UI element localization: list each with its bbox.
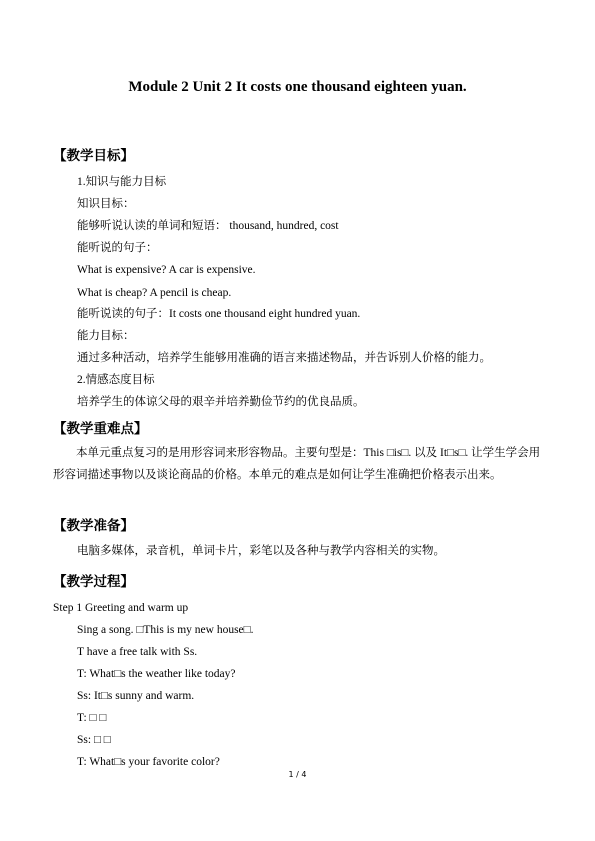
process-step-heading: Step 1 Greeting and warm up: [53, 602, 189, 614]
process-line-2: T have a free talk with Ss.: [77, 646, 198, 658]
section-heading-key-points: 【教学重难点】: [53, 421, 148, 437]
process-line-1: Sing a song. □This is my new house□.: [77, 624, 254, 636]
objective-line-3: 能够听说认读的单词和短语： thousand, hundred, cost: [77, 220, 339, 232]
section-heading-process: 【教学过程】: [53, 574, 134, 590]
objective-line-2: 知识目标：: [77, 198, 135, 210]
process-line-4: Ss: It□s sunny and warm.: [77, 690, 195, 702]
process-line-3: T: What□s the weather like today?: [77, 668, 236, 680]
objective-line-4: 能听说的句子：: [77, 242, 158, 254]
process-line-6: Ss: □ □: [77, 734, 111, 746]
objective-line-6: What is cheap? A pencil is cheap.: [77, 287, 232, 299]
objective-line-10: 2.情感态度目标: [77, 374, 155, 386]
objective-line-7: 能听说读的句子：It costs one thousand eight hundred yuan.: [77, 308, 361, 320]
section-heading-objectives: 【教学目标】: [53, 148, 134, 164]
process-line-5: T: □ □: [77, 712, 107, 724]
objective-line-5: What is expensive? A car is expensive.: [77, 264, 256, 276]
key-points-paragraph: 本单元重点复习的是用形容词来形容物品。主要句型是：This □is□. 以及 It□s□. 让学生学会用形容词描述事物以及谈论商品的价格。本单元的难点是如何让学生准确把价格表示出来。: [53, 447, 541, 481]
preparation-paragraph: 电脑多媒体，录音机，单词卡片，彩笔以及各种与教学内容相关的实物。: [77, 545, 445, 557]
objective-line-11: 培养学生的体谅父母的艰辛并培养勤俭节约的优良品质。: [77, 396, 365, 408]
process-line-7: T: What□s your favorite color?: [77, 756, 220, 768]
objective-line-1: 1.知识与能力目标: [77, 176, 167, 188]
objective-line-9: 通过多种活动，培养学生能够用准确的语言来描述物品，并告诉别人价格的能力。: [77, 352, 491, 364]
section-heading-preparation: 【教学准备】: [53, 518, 134, 534]
objective-line-8: 能力目标：: [77, 330, 135, 342]
page-number: 1 / 4: [288, 770, 307, 779]
document-title: Module 2 Unit 2 It costs one thousand eighteen yuan.: [128, 79, 467, 95]
